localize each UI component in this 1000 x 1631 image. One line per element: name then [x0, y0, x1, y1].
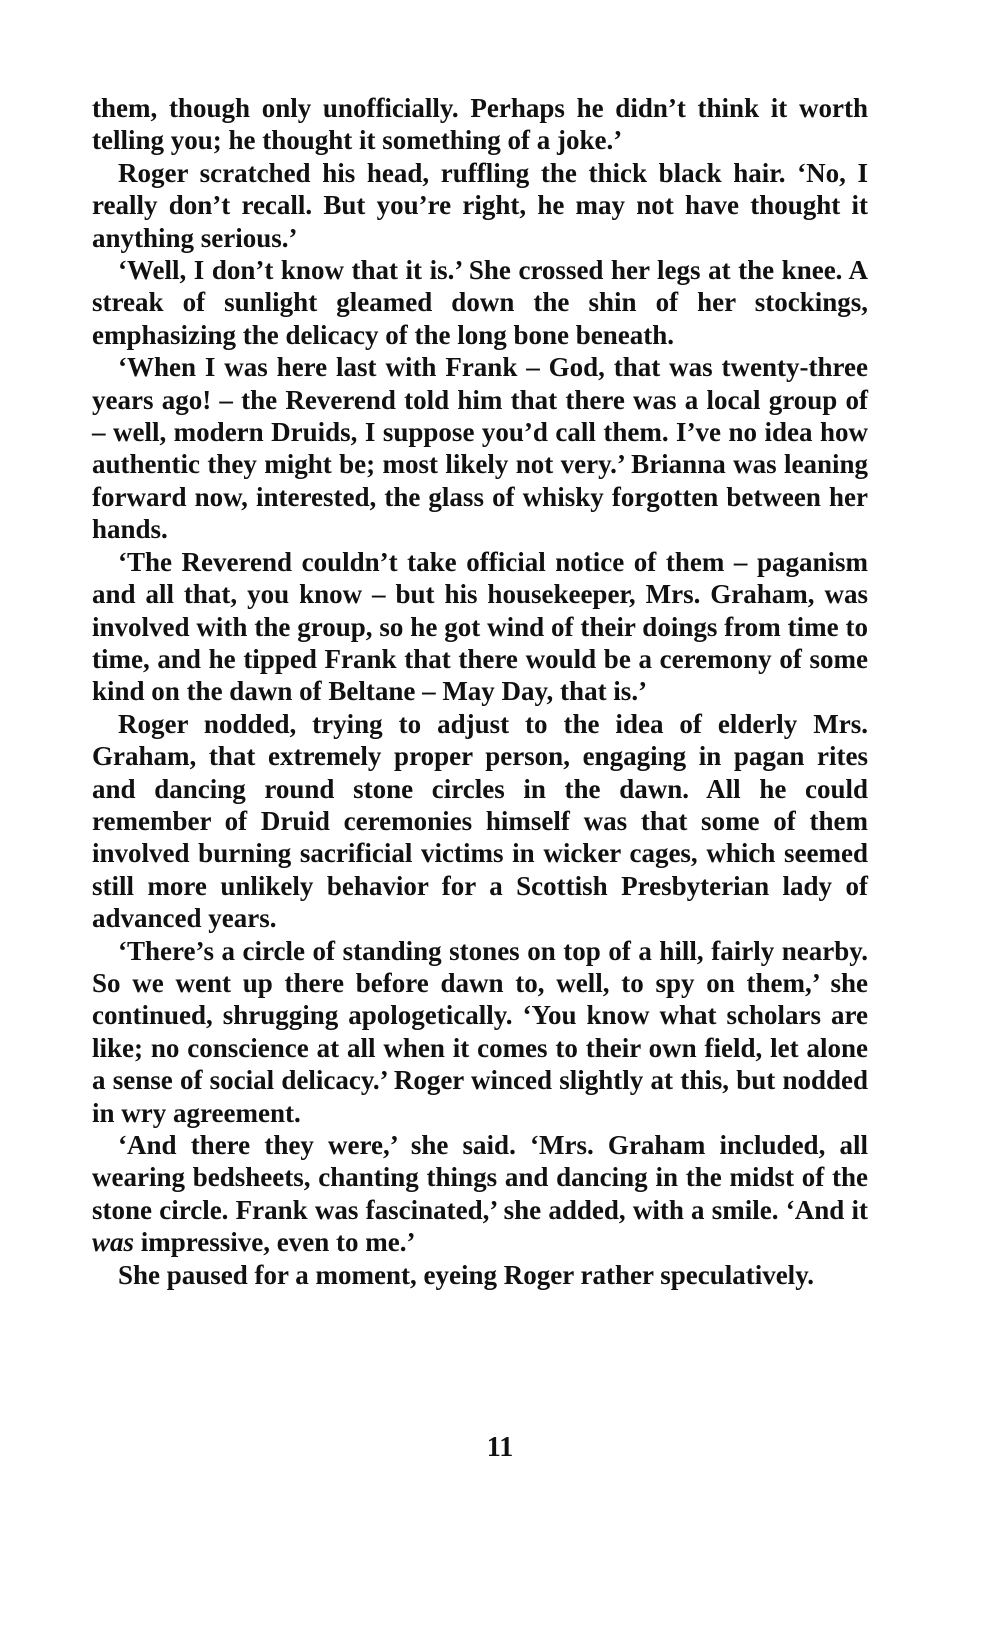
- paragraph-roger-scratched: Roger scratched his head, ruffling the thick black hair. ‘No, I really don’t recall. But you’re right, he may not have thought it anything serious.’: [92, 157, 868, 253]
- paragraph-bedsheets: [92, 1129, 868, 1259]
- body-text: [92, 92, 868, 1291]
- paragraph-standing-stones: ‘There’s a circle of standing stones on top of a hill, fairly nearby. So we went up there before dawn to, well, to spy on them,’ she continued, shrugging apologetically. ‘You know what scholars are like; no conscience at all when it comes to their own field, let alone a sense of social delicacy.’ Roger winced slightly at this, but nodded in wry agreement.: [92, 935, 868, 1128]
- paragraph-bedsheets-end: impressive, even to me.’: [134, 1227, 416, 1258]
- paragraph-bedsheets-start: ‘And there they were,’ she said. ‘Mrs. Graham included, all wearing bedsheets, chanting things and dancing in the midst of the stone circle. Frank was fascinated,’ she added, with a smile. ‘And it: [92, 1130, 868, 1225]
- paragraph-continued: them, though only unofficially. Perhaps he didn’t think it worth telling you; he thought it something of a joke.’: [92, 93, 868, 156]
- paragraph-modern-druids: ‘When I was here last with Frank – God, that was twenty-three years ago! – the Reverend told him that there was a local group of – well, modern Druids, I suppose you’d call them. I’ve no idea how authentic they might be; most likely not very.’ Brianna was leaning forward now, interested, the glass of whisky forgotten between her hands.: [92, 352, 868, 545]
- emphasis-was: was: [92, 1227, 135, 1258]
- paragraph-crossed-legs: ‘Well, I don’t know that it is.’ She crossed her legs at the knee. A streak of sunlight gleamed down the shin of her stockings, emphasizing the delicacy of the long bone beneath.: [92, 255, 868, 350]
- page-number: 11: [486, 1432, 514, 1463]
- paragraph-reverend-beltane: ‘The Reverend couldn’t take official notice of them – paganism and all that, you know – but his housekeeper, Mrs. Graham, was involved with the group, so he got wind of their doings from time to time, and he tipped Frank that there would be a ceremony of some kind on the dawn of Beltane – May Day, that is.’: [92, 546, 868, 707]
- paragraph-paused: She paused for a moment, eyeing Roger rather speculatively.: [118, 1259, 814, 1290]
- paragraph-mrs-graham: Roger nodded, trying to adjust to the idea of elderly Mrs. Graham, that extremely proper person, engaging in pagan rites and dancing round stone circles in the dawn. All he could remember of Druid ceremonies himself was that some of them involved burning sacrificial victims in wicker cages, which seemed still more unlikely behavior for a Scottish Presbyterian lady of advanced years.: [92, 708, 868, 934]
